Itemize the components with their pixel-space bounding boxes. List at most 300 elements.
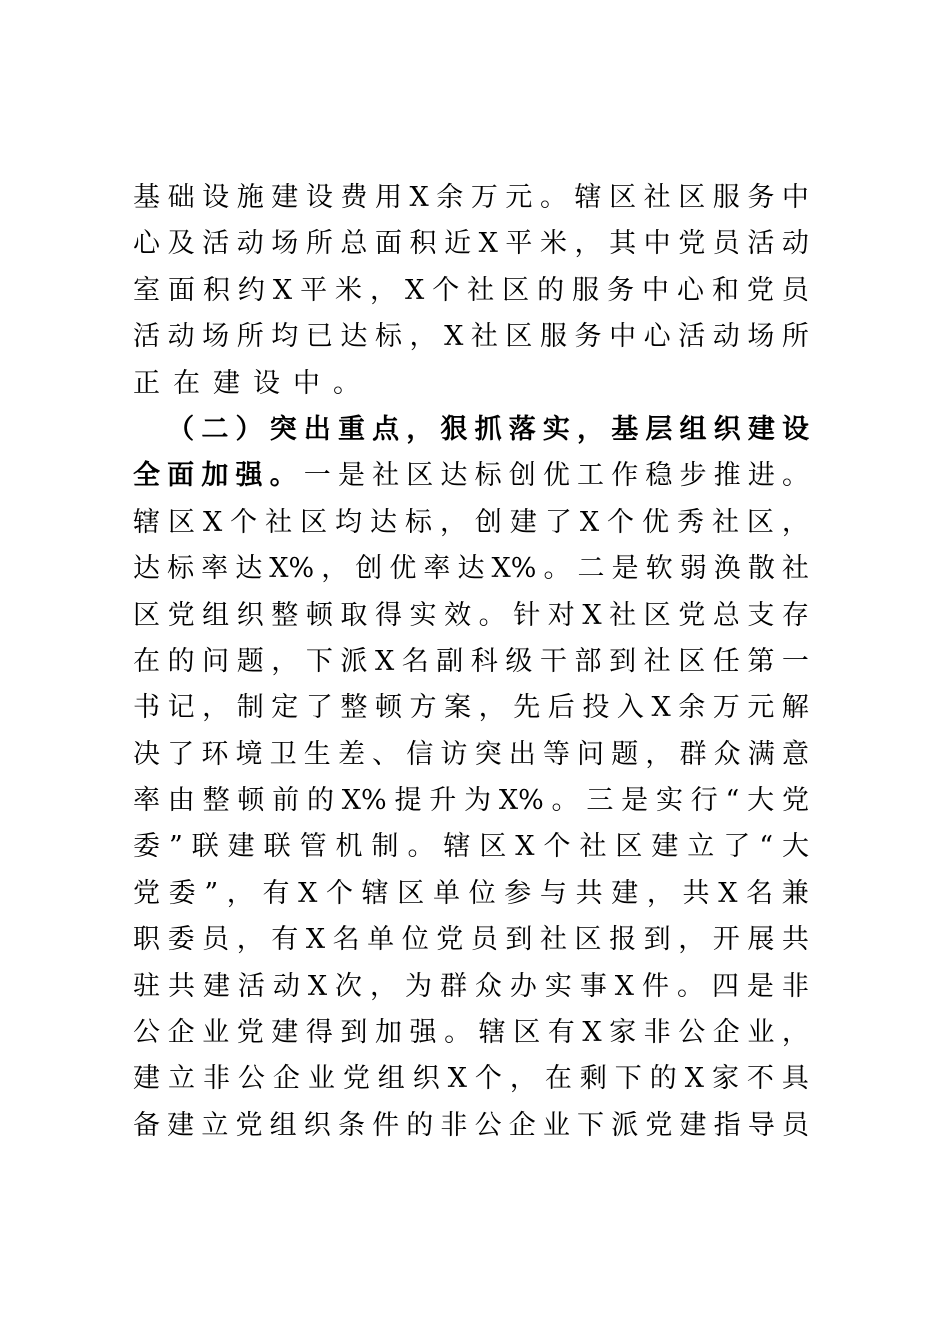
text-char: 米 (335, 274, 363, 306)
text-char: 在 (173, 367, 200, 399)
text-line (133, 175, 809, 221)
text-char: 问 (577, 738, 605, 770)
text-char: 辖 (443, 831, 471, 863)
text-char: 为 (464, 785, 492, 817)
text-char: 立 (201, 1109, 229, 1141)
text-char: 驻 (133, 970, 160, 1002)
text-char: 建 (271, 1017, 299, 1049)
text-char: 基 (611, 413, 639, 445)
text-char: 企 (272, 1063, 300, 1095)
text-char: 基 (133, 182, 160, 213)
text-char: 家 (711, 1063, 739, 1095)
text-char: 建 (271, 182, 299, 213)
text-char: 公 (133, 1017, 160, 1049)
text-char: 达 (133, 553, 160, 585)
text-line (133, 500, 809, 546)
text-char: 的 (649, 1063, 677, 1095)
text-char: 科 (470, 645, 498, 677)
text-char: 党 (746, 274, 774, 306)
text-char: 元 (505, 182, 533, 213)
text-char: 抓 (474, 413, 502, 445)
text-char: 对 (547, 599, 575, 631)
text-char: 创 (508, 460, 536, 492)
text-char: 为 (404, 970, 432, 1002)
text-line (133, 593, 809, 639)
text-char: ， (781, 1017, 809, 1049)
text-char: 顿 (374, 692, 402, 724)
text-char: 个 (230, 506, 258, 538)
text-char: ， (781, 506, 809, 538)
text-char: 针 (513, 599, 541, 631)
text-char: 标 (374, 321, 402, 353)
text-char: 建 (651, 831, 679, 863)
text-char: 区 (643, 599, 671, 631)
text-char: 条 (337, 1109, 365, 1141)
text-char: 中 (643, 228, 671, 260)
text-char: 组 (377, 1063, 405, 1095)
text-char: 决 (133, 738, 160, 770)
text-char: 软 (645, 553, 673, 585)
text-char: 实 (542, 413, 570, 445)
text-char: 大 (747, 785, 775, 817)
text-char: 出 (303, 413, 331, 445)
text-char: 了 (544, 506, 572, 538)
text-char: 众 (474, 970, 502, 1002)
text-char: 业 (202, 1017, 230, 1049)
text-char: 党 (678, 228, 706, 260)
text-char: 群 (439, 970, 467, 1002)
text-char: X (582, 599, 602, 631)
text-char: 。 (781, 460, 809, 492)
text-char: 织 (303, 1109, 331, 1141)
text-char: 。 (551, 785, 579, 817)
text-char: 辖 (478, 1017, 506, 1049)
text-char: 社 (643, 645, 671, 677)
text-line (133, 1010, 809, 1056)
text-char: 整 (202, 785, 230, 817)
text-char: X (447, 1063, 467, 1095)
text-char: 二 (577, 553, 605, 585)
text-char: “ (759, 831, 774, 863)
text-char: 其 (609, 228, 637, 260)
text-char: 动 (781, 228, 809, 260)
text-char: ， (370, 970, 398, 1002)
text-char: 所 (781, 321, 809, 353)
text-char: 室 (133, 274, 160, 306)
text-char: 标 (474, 460, 502, 492)
text-char: ， (645, 738, 673, 770)
text-char: 涣 (713, 553, 741, 585)
text-char: 公 (237, 1063, 265, 1095)
text-char: 层 (645, 413, 673, 445)
text-char: 组 (679, 413, 707, 445)
text-char: 报 (609, 924, 637, 956)
text-char: 均 (335, 506, 363, 538)
text-char: 具 (781, 1063, 809, 1095)
text-char: 用 (374, 182, 402, 213)
text-char: 党 (133, 877, 160, 909)
text-char: 件 (642, 970, 669, 1002)
text-char: 社 (781, 553, 809, 585)
text-char: 下 (305, 645, 333, 677)
text-char: 整 (271, 599, 299, 631)
text-char: 意 (781, 738, 809, 770)
text-char: 管 (299, 831, 327, 863)
text-char: 组 (202, 599, 230, 631)
text-char: 非 (202, 1063, 230, 1095)
text-char: 非 (781, 970, 809, 1002)
text-char: 与 (539, 877, 567, 909)
text-char: 标 (167, 553, 195, 585)
text-char: 满 (747, 738, 775, 770)
text-char: 公 (678, 1017, 706, 1049)
text-char: 服 (539, 321, 567, 353)
text-line (133, 221, 809, 267)
text-char: 了 (305, 692, 333, 724)
text-char: 社 (711, 506, 739, 538)
body-text (133, 175, 809, 1149)
text-line (133, 1103, 809, 1149)
text-char: 共 (682, 877, 710, 909)
text-char: 场 (202, 321, 230, 353)
text-char: 众 (713, 738, 741, 770)
text-char: 制 (236, 692, 264, 724)
text-line (133, 314, 809, 360)
text-char: 场 (747, 321, 775, 353)
text-char: 兼 (781, 877, 809, 909)
text-char: 。 (543, 553, 571, 585)
text-char: 区 (133, 599, 160, 631)
text-char: 施 (236, 182, 264, 213)
text-char: 活 (747, 228, 775, 260)
text-char: 公 (474, 1109, 502, 1141)
text-char: 。 (269, 460, 297, 492)
text-char: X (305, 924, 326, 956)
text-char: 方 (409, 692, 437, 724)
text-char: X (515, 831, 535, 863)
text-char: 机 (335, 831, 363, 863)
text-char: ） (235, 413, 263, 445)
text-char: 优 (542, 460, 570, 492)
text-char: ” (168, 831, 183, 863)
text-char: 所 (305, 228, 333, 260)
text-char: ” (204, 877, 219, 909)
text-char: 建 (679, 1109, 707, 1141)
text-char: 实 (655, 785, 683, 817)
text-char: 备 (133, 1109, 160, 1141)
text-char: ， (271, 645, 299, 677)
text-char: 务 (574, 321, 602, 353)
text-line (133, 453, 809, 499)
text-char: 非 (440, 1109, 468, 1141)
text-char: 稳 (645, 460, 673, 492)
text-char: ， (370, 274, 398, 306)
text-char: X (718, 877, 738, 909)
text-char: X (202, 506, 223, 538)
text-char: 平 (300, 274, 328, 306)
text-char: 强 (235, 460, 263, 492)
text-char: 设 (781, 413, 809, 445)
text-char: 积 (202, 274, 230, 306)
text-char: 设 (305, 182, 333, 213)
text-char: 区 (678, 645, 706, 677)
text-char: 个 (607, 506, 635, 538)
text-char: 心 (643, 321, 671, 353)
text-char: 强 (409, 1017, 437, 1049)
text-char: 创 (355, 553, 383, 585)
text-char: ， (321, 553, 349, 585)
text-line (133, 685, 809, 731)
text-char: 中 (609, 321, 637, 353)
text-char: 前 (272, 785, 300, 817)
text-char: 率 (201, 553, 229, 585)
text-char: 中 (642, 274, 669, 306)
text-char: 党 (236, 1017, 264, 1049)
text-char: 件 (372, 1109, 400, 1141)
text-char: 心 (676, 274, 704, 306)
text-char: 共 (575, 877, 603, 909)
text-char: 企 (167, 1017, 195, 1049)
text-char: 活 (678, 321, 706, 353)
text-char: 非 (643, 1017, 671, 1049)
text-char: 活 (202, 228, 230, 260)
text-char: ， (202, 692, 230, 724)
text-char: 秀 (676, 506, 704, 538)
text-char: X (307, 970, 328, 1002)
text-char: 任 (712, 645, 740, 677)
text-char: ， (439, 506, 467, 538)
text-char: 解 (781, 692, 809, 724)
text-char: 是 (337, 460, 365, 492)
text-char: 区 (167, 506, 195, 538)
text-char: 进 (747, 460, 775, 492)
text-char: 社 (470, 321, 498, 353)
text-char: 由 (167, 785, 195, 817)
text-char: 指 (713, 1109, 741, 1141)
text-char: 。 (539, 182, 567, 213)
text-line (133, 1056, 809, 1102)
text-char: 党 (167, 599, 195, 631)
text-char: 社 (467, 274, 495, 306)
text-char: 作 (611, 460, 639, 492)
text-char: 顿 (305, 599, 333, 631)
text-char: 建 (202, 970, 230, 1002)
text-char: 得 (305, 1017, 333, 1049)
text-line (133, 871, 809, 917)
text-line (133, 361, 809, 407)
text-char: 位 (468, 877, 496, 909)
text-char: 党 (235, 1109, 263, 1141)
text-char: 有 (262, 877, 290, 909)
text-char: 到 (505, 924, 533, 956)
text-char: 建 (611, 877, 639, 909)
text-char: 及 (167, 228, 195, 260)
text-char: 散 (747, 553, 775, 585)
text-char: 名 (332, 924, 360, 956)
text-char: 大 (781, 831, 809, 863)
text-char: 卫 (269, 738, 297, 770)
text-char: X (298, 877, 318, 909)
text-char: 服 (572, 274, 600, 306)
text-char: 是 (611, 553, 639, 585)
text-char: 顿 (237, 785, 265, 817)
text-char: 业 (307, 1063, 335, 1095)
text-char: 个 (325, 877, 353, 909)
text-char: 到 (643, 924, 671, 956)
text-char: 中 (781, 182, 809, 213)
text-char: 在 (133, 645, 160, 677)
text-char: （ (167, 413, 195, 445)
text-char: 实 (409, 599, 437, 631)
text-char: 达 (457, 553, 485, 585)
text-char: 信 (406, 738, 434, 770)
text-char: 动 (236, 228, 264, 260)
text-char: 三 (586, 785, 614, 817)
text-char: 个 (432, 274, 460, 306)
text-char: X% (269, 553, 315, 585)
text-char: 党 (645, 1109, 673, 1141)
text-char: 是 (621, 785, 649, 817)
text-char: 务 (747, 182, 775, 213)
text-char: ， (236, 924, 264, 956)
text-char: 动 (272, 970, 300, 1002)
text-char: 员 (712, 228, 740, 260)
text-char: 员 (202, 924, 230, 956)
text-char: X (582, 1017, 602, 1049)
text-char: 平 (505, 228, 533, 260)
text-char: 名 (746, 877, 774, 909)
text-char: 企 (508, 1109, 536, 1141)
text-char: 到 (340, 1017, 368, 1049)
text-char: 案 (444, 692, 472, 724)
text-line (133, 639, 809, 685)
text-char: 存 (781, 599, 809, 631)
text-char: 标 (404, 506, 432, 538)
text-char: 创 (474, 506, 502, 538)
text-char: 织 (236, 599, 264, 631)
text-char: 面 (167, 274, 195, 306)
text-char: 事 (579, 970, 607, 1002)
text-char: 企 (712, 1017, 740, 1049)
text-char: 突 (269, 413, 297, 445)
text-char: 。 (333, 367, 360, 399)
text-char: 派 (611, 1109, 639, 1141)
text-line (133, 732, 809, 778)
text-char: 活 (133, 321, 160, 353)
text-char: 推 (713, 460, 741, 492)
text-char: 的 (406, 1109, 434, 1141)
text-char: 区 (502, 274, 530, 306)
text-char: 突 (474, 738, 502, 770)
text-line (133, 778, 809, 824)
text-char: 实 (544, 970, 572, 1002)
text-char: 参 (504, 877, 532, 909)
text-char: 书 (133, 692, 160, 724)
text-char: 境 (235, 738, 263, 770)
text-char: 问 (202, 645, 230, 677)
text-char: 一 (781, 645, 809, 677)
text-char: 业 (747, 1017, 775, 1049)
text-line (133, 407, 809, 453)
text-char: 心 (133, 228, 160, 260)
text-char: X (374, 645, 395, 677)
text-char: X (272, 274, 293, 306)
text-char: 家 (609, 1017, 637, 1049)
text-char: 区 (505, 321, 533, 353)
text-char: 名 (401, 645, 429, 677)
text-char: ， (574, 228, 602, 260)
text-char: 入 (616, 692, 644, 724)
text-char: 位 (401, 924, 429, 956)
text-char: 取 (340, 599, 368, 631)
text-char: ， (409, 321, 437, 353)
text-char: 达 (370, 506, 398, 538)
text-char: 区 (479, 831, 507, 863)
text-line (133, 917, 809, 963)
text-char: 区 (397, 877, 425, 909)
text-char: 。 (407, 831, 435, 863)
text-char: 步 (679, 460, 707, 492)
text-char: 行 (690, 785, 718, 817)
text-char: 委 (168, 877, 196, 909)
text-char: 务 (607, 274, 635, 306)
text-char: 建 (509, 506, 537, 538)
text-char: 整 (340, 692, 368, 724)
text-line (133, 824, 809, 870)
text-char: 率 (423, 553, 451, 585)
text-char: 动 (167, 321, 195, 353)
text-char: 社 (372, 460, 400, 492)
text-char: 加 (201, 460, 229, 492)
text-char: ， (509, 1063, 537, 1095)
text-char: 次 (335, 970, 363, 1002)
text-char: 万 (712, 692, 740, 724)
text-char: 展 (747, 924, 775, 956)
text-char: 区 (678, 182, 706, 213)
text-char: X% (491, 553, 537, 585)
text-char: 员 (781, 274, 809, 306)
text-char: 落 (508, 413, 536, 445)
text-char: 费 (340, 182, 368, 213)
text-char: 积 (409, 228, 437, 260)
text-char: X (579, 506, 600, 538)
text-char: 题 (236, 645, 264, 677)
text-char: 社 (643, 182, 671, 213)
text-char: “ (725, 785, 740, 817)
text-char: X (478, 228, 498, 260)
text-char: 率 (133, 785, 160, 817)
text-char: 剩 (579, 1063, 607, 1095)
text-char: 差 (337, 738, 365, 770)
text-char: 建 (167, 1109, 195, 1141)
text-char: 总 (712, 599, 740, 631)
text-char: 社 (579, 831, 607, 863)
text-char: 服 (712, 182, 740, 213)
text-char: 辖 (133, 506, 160, 538)
text-char: 是 (746, 970, 774, 1002)
text-char: 个 (474, 1063, 502, 1095)
text-char: ， (646, 877, 674, 909)
text-char: 共 (781, 924, 809, 956)
text-char: 办 (509, 970, 537, 1002)
text-line (133, 268, 809, 314)
text-char: 、 (372, 738, 400, 770)
text-char: 社 (609, 599, 637, 631)
text-char: 已 (305, 321, 333, 353)
text-char: 共 (167, 970, 195, 1002)
text-char: 织 (412, 1063, 440, 1095)
text-char: 近 (444, 228, 472, 260)
